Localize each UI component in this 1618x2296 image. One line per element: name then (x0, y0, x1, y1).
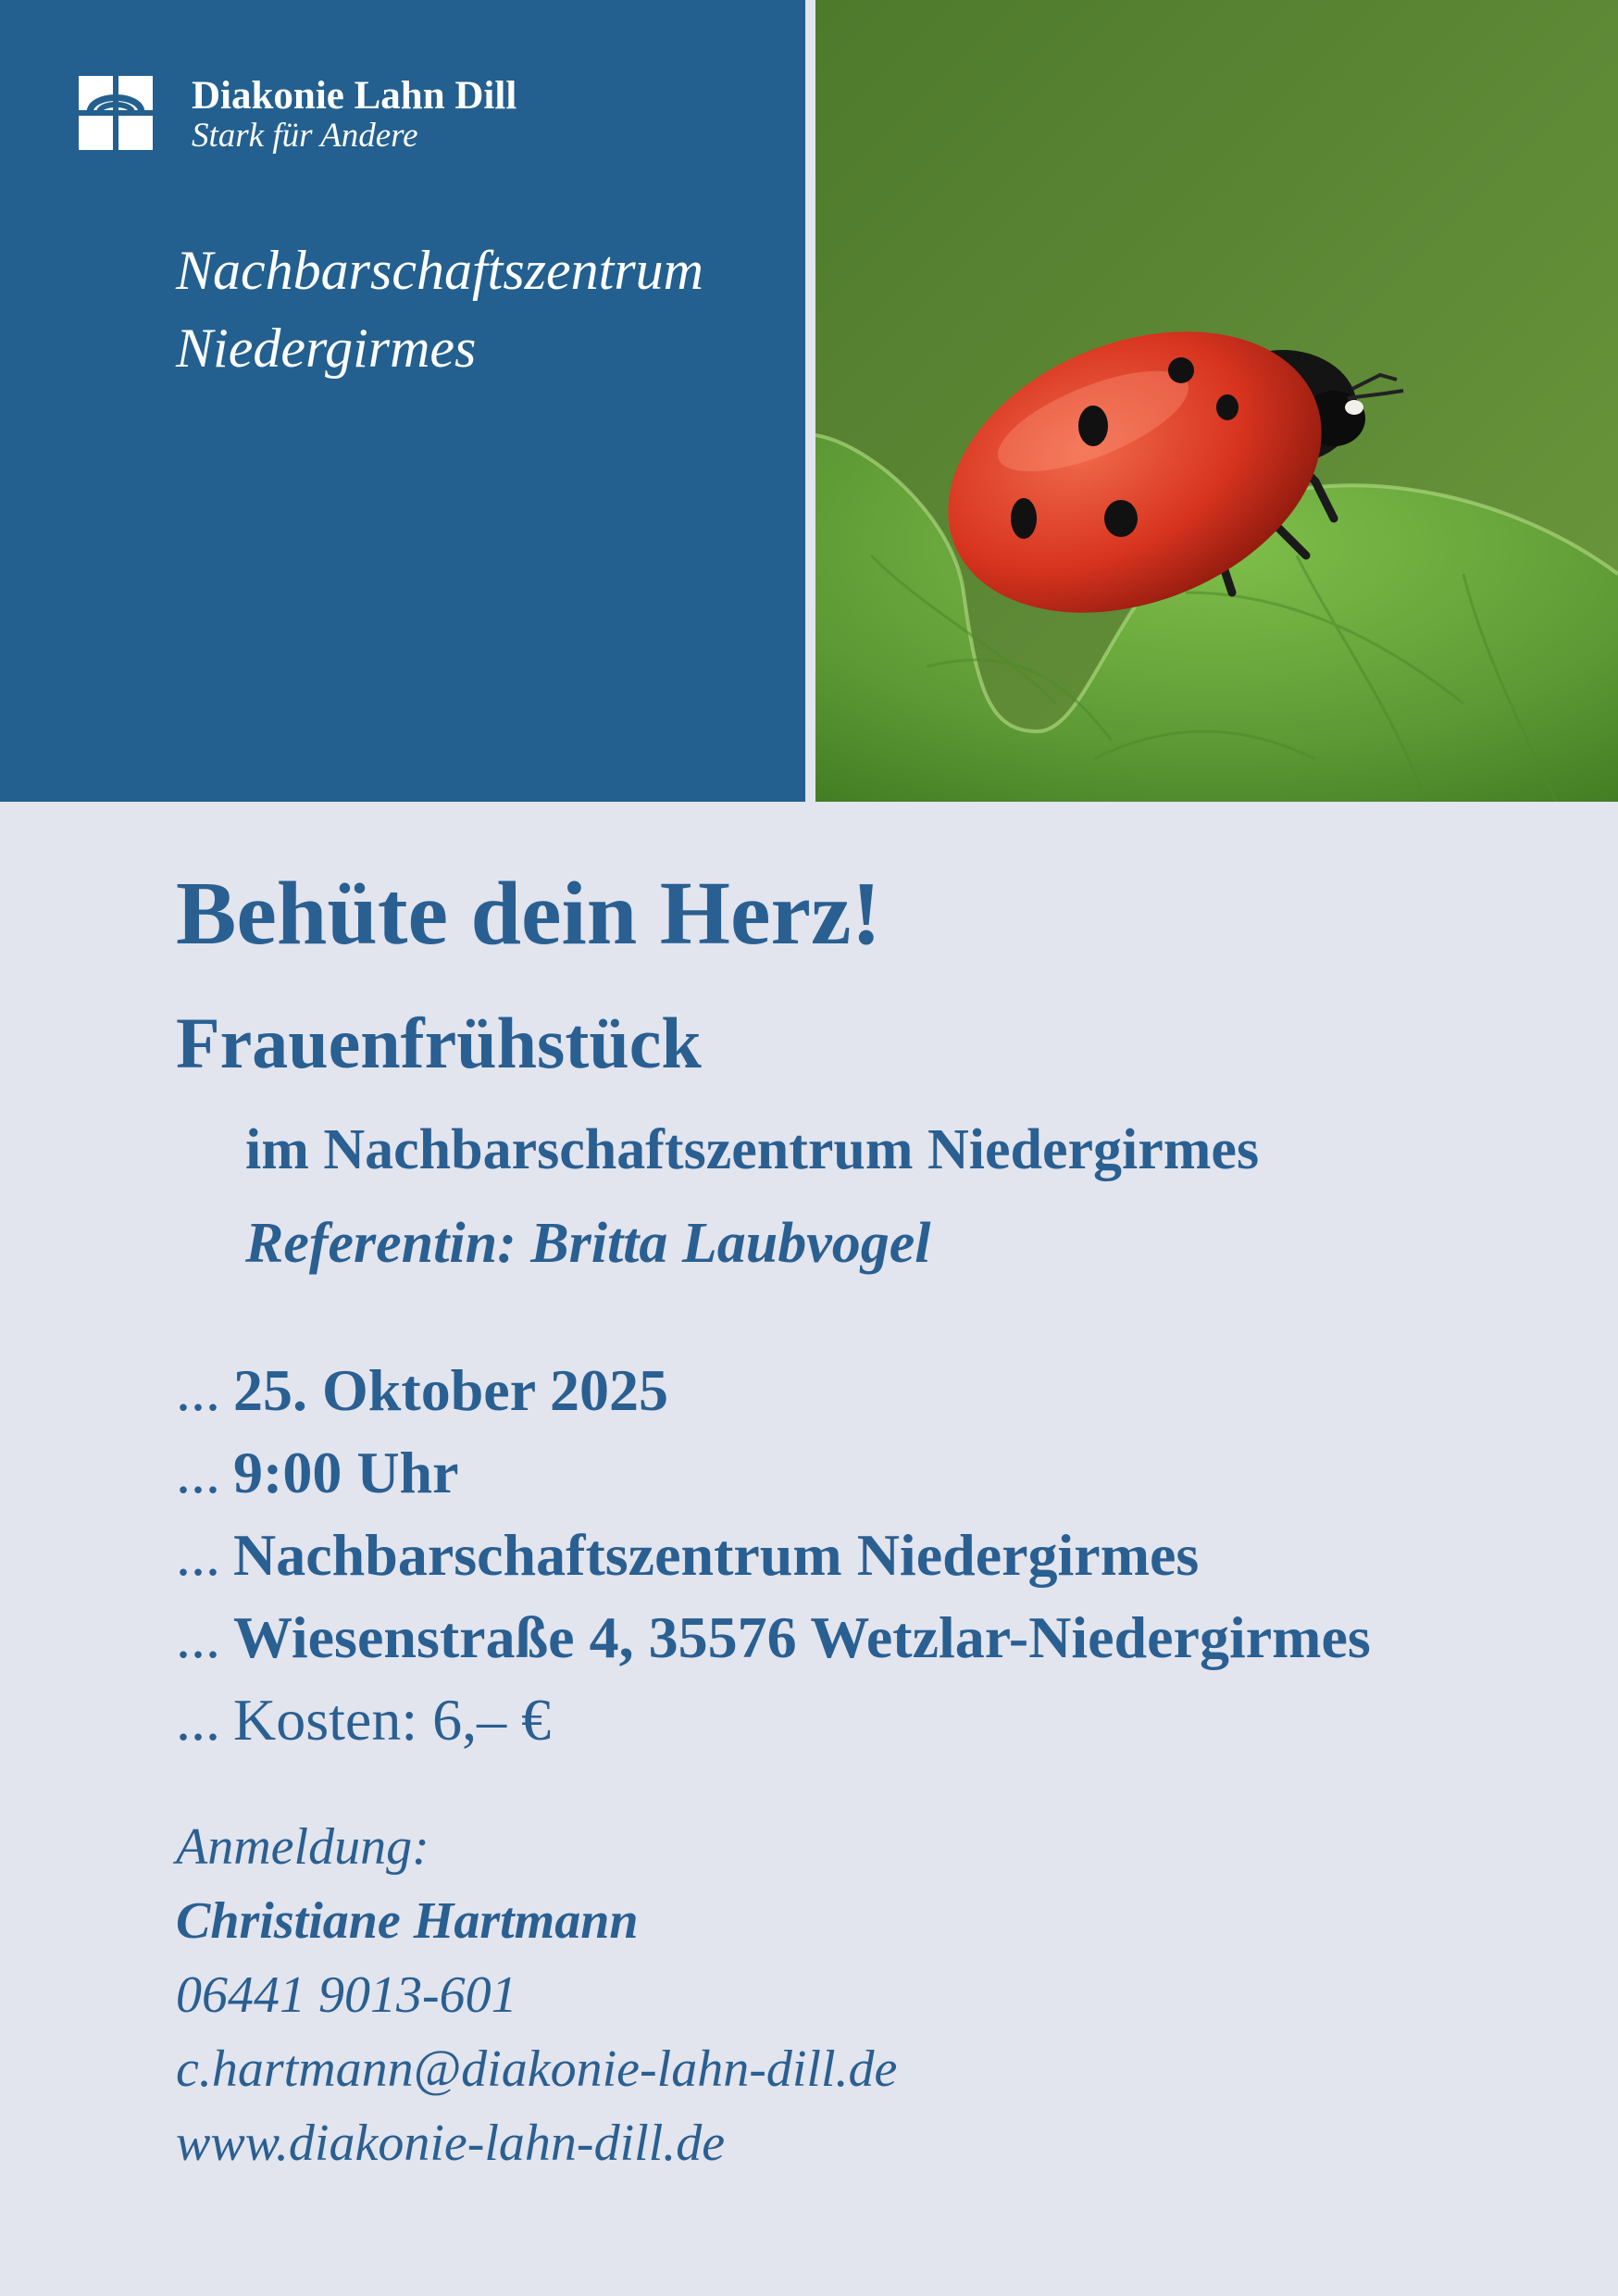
event-location-line: im Nachbarschaftszentrum Niedergirmes (245, 1118, 1260, 1181)
organization-name: Diakonie Lahn Dill (192, 74, 517, 118)
detail-cost (176, 1678, 1371, 1761)
header-blue-panel (0, 0, 805, 802)
detail-bullet: ... (176, 1522, 220, 1588)
detail-bullet: ... (176, 1440, 220, 1505)
contact-name: Christiane Hartmann (176, 1892, 639, 1950)
contact-phone[interactable]: 06441 9013-601 (176, 1966, 517, 2024)
detail-date (176, 1349, 1371, 1431)
detail-bullet: ... (176, 1357, 220, 1423)
event-details (176, 1349, 1371, 1761)
detail-cost-value: Kosten: 6,– € (233, 1687, 552, 1753)
center-name-line-2: Niedergirmes (176, 318, 477, 379)
detail-bullet: ... (176, 1687, 220, 1753)
organization-logo (79, 76, 517, 156)
detail-address (176, 1596, 1371, 1678)
center-name-line-1: Nachbarschaftszentrum (176, 240, 703, 301)
diakonie-logo-icon (79, 76, 153, 150)
ladybug-photo (815, 0, 1618, 802)
detail-venue (176, 1514, 1371, 1596)
detail-time (176, 1431, 1371, 1514)
organization-tagline: Stark für Andere (192, 117, 418, 155)
detail-address-value: Wiesenstraße 4, 35576 Wetzlar-Niedergirmes (233, 1604, 1371, 1670)
registration-label: Anmeldung: (176, 1818, 429, 1876)
contact-email[interactable]: c.hartmann@diakonie-lahn-dill.de (176, 2040, 898, 2098)
registration-contact (176, 1810, 897, 2180)
detail-time-value: 9:00 Uhr (233, 1440, 459, 1505)
detail-bullet: ... (176, 1604, 220, 1670)
event-headline: Behüte dein Herz! (176, 864, 882, 964)
event-speaker-line: Referentin: Britta Laubvogel (245, 1212, 931, 1275)
detail-venue-value: Nachbarschaftszentrum Niedergirmes (233, 1522, 1200, 1588)
event-subheadline: Frauenfrühstück (176, 1003, 702, 1083)
center-name (176, 231, 703, 387)
contact-website[interactable]: www.diakonie-lahn-dill.de (176, 2115, 726, 2172)
detail-date-value: 25. Oktober 2025 (233, 1357, 668, 1423)
